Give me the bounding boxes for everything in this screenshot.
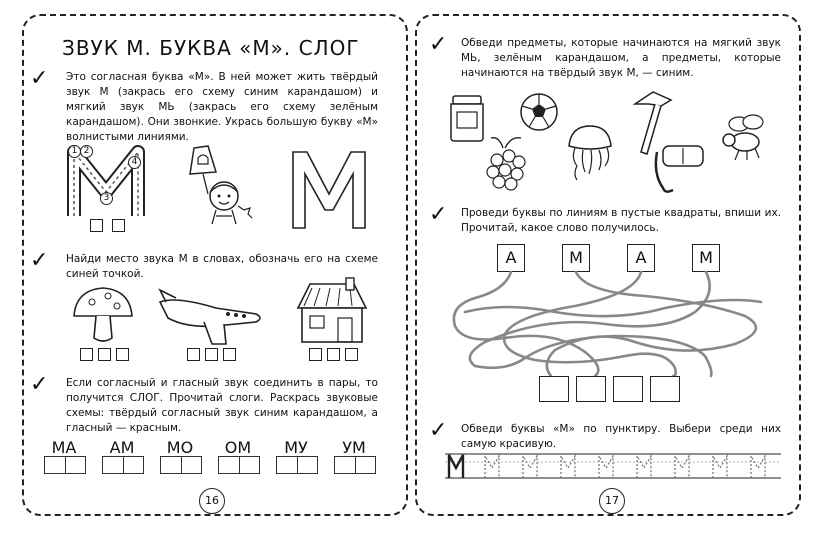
left-page <box>22 14 408 516</box>
sound-scheme-box[interactable] <box>116 348 129 361</box>
task-text-circle-objects: Обведи предметы, которые начинаются на мягкий звук МЬ, зелёным карандашом, а предметы, которые начинаются на твёрдый звук М, — синим. <box>461 37 781 79</box>
page-number: 17 <box>599 488 625 514</box>
sound-scheme-box[interactable] <box>205 348 218 361</box>
sound-scheme-box[interactable] <box>223 348 236 361</box>
check-mark-icon: ✓ <box>30 248 49 273</box>
sound-scheme-box[interactable] <box>187 348 200 361</box>
syllable-scheme[interactable] <box>44 456 86 474</box>
task-text-trace-letters: Обведи буквы «М» по пунктиру. Выбери среди них самую красивую. <box>461 423 781 450</box>
task-text-find-sound: Найди место звука М в словах, обозначь его на схеме синей точкой. <box>66 253 378 280</box>
check-mark-icon: ✓ <box>429 202 448 227</box>
syllable-scheme[interactable] <box>102 456 144 474</box>
task-text-letter-m: Это согласная буква «М». В ней может жить твёрдый звук М (закрась его схему синим карандашом) и мягкий звук МЬ (закрась его схему зелёным карандашом). Они звонкие. Укрась большую букву «М» волнистыми линиями. <box>66 71 378 143</box>
syllable-label: АМ <box>109 438 135 457</box>
right-page <box>415 14 801 516</box>
mushroom-icon <box>72 286 134 346</box>
syllable-label: УМ <box>342 438 366 457</box>
house-icon <box>296 278 368 344</box>
check-mark-icon: ✓ <box>429 32 448 57</box>
girl-with-bell-icon <box>174 144 264 228</box>
check-mark-icon: ✓ <box>429 418 448 443</box>
page-number: 16 <box>199 488 225 514</box>
syllable-label: МУ <box>284 438 308 457</box>
sound-scheme-box[interactable] <box>98 348 111 361</box>
page-title: ЗВУК М. БУКВА «М». СЛОГ <box>62 36 360 60</box>
answer-box[interactable] <box>650 376 680 402</box>
maze-letter-box: М <box>562 244 590 272</box>
syllable-label: МА <box>51 438 77 457</box>
maze-letter-box: А <box>627 244 655 272</box>
syllable-scheme[interactable] <box>218 456 260 474</box>
answer-box[interactable] <box>539 376 569 402</box>
sound-scheme-box[interactable] <box>345 348 358 361</box>
diving-mask-icon <box>655 134 709 196</box>
task-text-maze: Проведи буквы по линиям в пустые квадраты, впиши их. Прочитай, какое слово получилось. <box>461 207 781 234</box>
maze-letter-box: М <box>692 244 720 272</box>
syllable-label: ОМ <box>224 438 252 457</box>
sound-scheme-box[interactable] <box>309 348 322 361</box>
large-outlined-letter-m <box>289 148 369 230</box>
syllable-scheme[interactable] <box>160 456 202 474</box>
sound-scheme-box[interactable] <box>80 348 93 361</box>
jellyfish-icon <box>565 124 615 186</box>
check-mark-icon: ✓ <box>30 372 49 397</box>
raspberry-icon <box>481 134 533 194</box>
task-text-syllables: Если согласный и гласный звук соединить в пары, то получится СЛОГ. Прочитай слоги. Раскрась звуковые схемы: твёрдый согласный звук синим карандашом, а гласный — красным. <box>66 377 378 434</box>
answer-box[interactable] <box>613 376 643 402</box>
stroke-number-3: 3 <box>100 192 113 205</box>
stroke-number-1: 1 <box>68 145 81 158</box>
check-mark-icon: ✓ <box>30 66 49 91</box>
sound-scheme-box[interactable] <box>327 348 340 361</box>
letter-tracing-row <box>445 452 781 482</box>
syllable-scheme[interactable] <box>334 456 376 474</box>
fly-icon <box>717 110 773 162</box>
maze-letter-box: А <box>497 244 525 272</box>
syllable-label: МО <box>166 438 194 457</box>
sound-scheme-box[interactable] <box>112 219 125 232</box>
ball-icon <box>519 92 559 132</box>
answer-box[interactable] <box>576 376 606 402</box>
syllable-scheme[interactable] <box>276 456 318 474</box>
airplane-icon <box>156 288 268 348</box>
stroke-number-4: 4 <box>128 156 141 169</box>
sound-scheme-box[interactable] <box>90 219 103 232</box>
tangled-lines-maze <box>445 272 775 372</box>
stroke-number-2: 2 <box>80 145 93 158</box>
